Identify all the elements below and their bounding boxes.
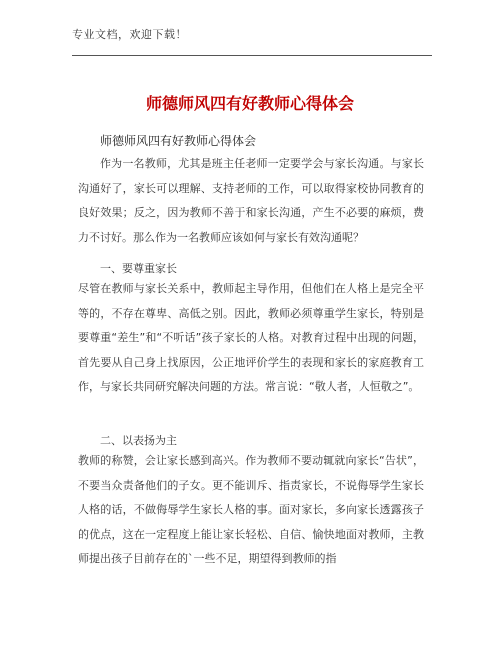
intro-paragraph: 作为一名教师，尤其是班主任老师一定要学会与家长沟通。与家长沟通好了，家长可以理解、支持老师的工作，可以取得家校协同教育的良好效果；反之，因为教师不善于和家长沟通，产生不必要的麻烦，费力不讨好。那么作为一名教师应该如何与家长有效沟通呢？ <box>78 157 424 244</box>
header-divider <box>72 55 432 56</box>
section-heading: 二、以表扬为主 <box>100 434 177 447</box>
header-note: 专业文档，欢迎下载！ <box>72 28 187 41</box>
document-title: 师德师风四有好教师心得体会 <box>145 94 354 113</box>
section-body: 教师的称赞，会让家长感到高兴。作为教师不要动辄就向家长“告状”，不要当众责备他们的子女。更不能训斥、指责家长，不说侮辱学生家长人格的话，不做侮辱学生家长人格的事。面对家长，多向家长透露孩子的优点，这在一定程度上能让家长轻松、自信、愉快地面对教师，主教师提出孩子目前存在的`一些不足，期望得到教师的指 <box>78 454 424 565</box>
document-subtitle: 师德师风四有好教师心得体会 <box>100 134 257 148</box>
section-heading: 一、要尊重家长 <box>100 262 177 275</box>
section-body: 尽管在教师与家长关系中，教师起主导作用，但他们在人格上是完全平等的，不存在尊卑、高低之别。因此，教师必须尊重学生家长，特别是要尊重“差生”和“不听话”孩子家长的人格。对教育过程中出现的问题，首先要从自己身上找原因，公正地评价学生的表现和家长的家庭教育工作，与家长共同研究解决问题的方法。常言说：“敬人者，人恒敬之”。 <box>78 282 424 393</box>
